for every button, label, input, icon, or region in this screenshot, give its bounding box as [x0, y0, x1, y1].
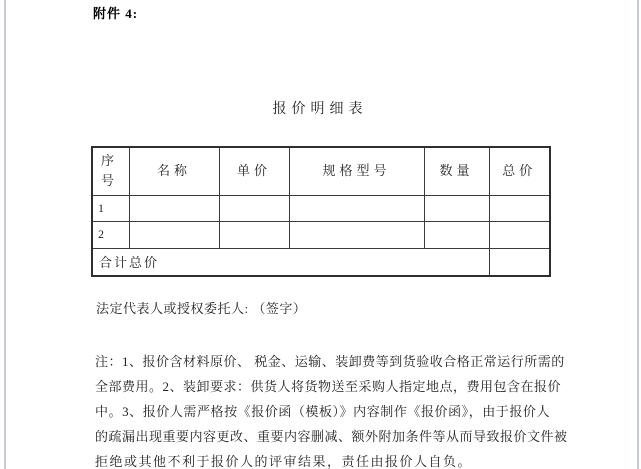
- row2-seq-cell: 2: [92, 221, 129, 248]
- table-row: [92, 195, 550, 221]
- signature-line: 法定代表人或授权委托人: （签字）: [96, 301, 307, 316]
- table-row: [92, 221, 550, 248]
- header-cell-qty: 数量: [424, 147, 489, 195]
- note-line-5: 拒绝或其他不利于报价人的评审结果，责任由报价人自负。: [95, 454, 473, 469]
- note-line-3: 中。3、报价人需严格按《报价函（模板）》内容制作《报价函》，由于报价人: [95, 404, 550, 419]
- document-title: 报价明细表: [272, 102, 368, 117]
- table-footer-row: [92, 248, 550, 276]
- header-cell-total: 总价: [489, 147, 550, 195]
- row2-qty-cell: [424, 221, 489, 248]
- note-line-4: 的疏漏出现重要内容更改、重要内容删减、额外附加条件等从而导致报价文件被: [95, 429, 568, 444]
- notes-paragraph: [95, 349, 568, 469]
- row1-unit-price-cell: [219, 195, 289, 221]
- row2-total-cell: [489, 221, 550, 248]
- note-line-1: 注：1、报价含材料原价、 税金、运输、装卸费等到货验收合格正常运行所需的: [95, 354, 565, 369]
- grand-total-label-cell: 合计总价: [92, 248, 489, 276]
- page-edge-right-line: [637, 0, 639, 469]
- row1-qty-cell: [424, 195, 489, 221]
- row2-name-cell: [129, 221, 219, 248]
- header-cell-unit-price: 单价: [219, 147, 289, 195]
- table-header-row: [92, 147, 550, 195]
- note-line-2: 全部费用。2、装卸要求：供货人将货物送至采购人指定地点，费用包含在报价: [95, 379, 562, 394]
- attachment-label: 附件 4:: [93, 6, 139, 21]
- page-edge-left-line: [4, 0, 6, 469]
- row1-spec-cell: [289, 195, 424, 221]
- header-cell-spec: 规格型号: [289, 147, 424, 195]
- header-cell-name: 名称: [129, 147, 219, 195]
- row2-unit-price-cell: [219, 221, 289, 248]
- row1-seq-cell: 1: [92, 195, 129, 221]
- row1-total-cell: [489, 195, 550, 221]
- grand-total-value-cell: [489, 248, 550, 276]
- row2-spec-cell: [289, 221, 424, 248]
- quotation-table: [91, 146, 551, 277]
- header-cell-seq: 序号: [92, 147, 129, 195]
- row1-name-cell: [129, 195, 219, 221]
